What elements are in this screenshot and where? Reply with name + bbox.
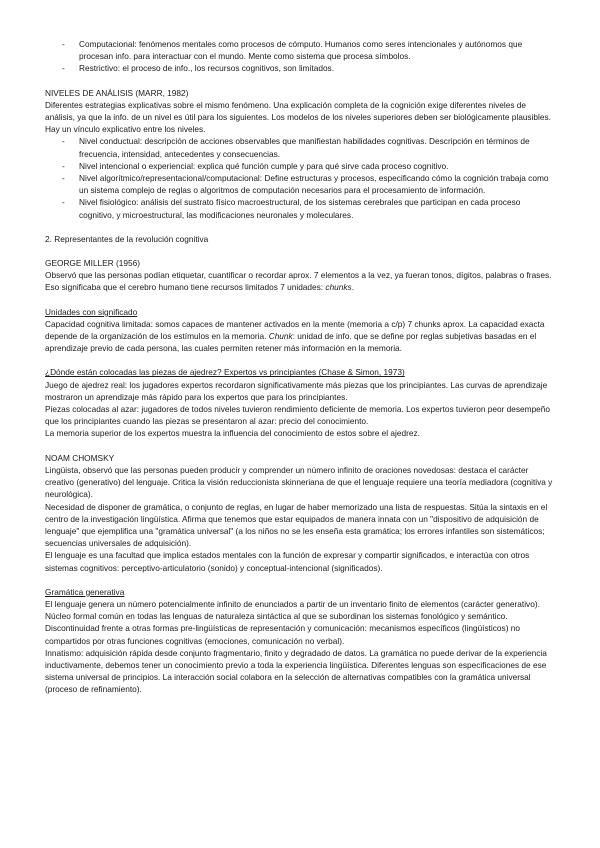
chomsky-heading: NOAM CHOMSKY [45, 452, 115, 463]
niveles-list [45, 135, 554, 220]
list-item: - Computacional: fenómenos mentales como procesos de cómputo. Humanos como seres intencionales y autónomos que procesan info. para interactuar con el mundo. Mente como sistema que procesa símbolos. [45, 38, 554, 62]
gramatica-paragraph-2: Innatismo: adquisición rápida desde conjunto fragmentario, finito y degradado de datos. La gramática no puede derivar de la experiencia inductivamente, debemos tener un conocimiento previo a toda la experiencia lingüística. Diferentes lenguas son especificaciones de ese sistema universal de principios. La interacción social colabora en la selección de alternativas compatibles con la gramática universal (proceso de refinamiento). [45, 647, 547, 695]
chomsky-paragraph-1: Lingüista, observó que las personas pueden producir y comprender un número infinito de oraciones novedosas: destaca el carácter creativo (generativo) del lenguaje. Critica la visión reduccionista skinneriana de que el lenguaje requiere una teoría mediadora (cognitiva y neurológica). [45, 464, 553, 500]
miller-paragraph: Observó que las personas podían etiquetar, cuantificar o recordar aprox. 7 elementos a la vez, ya fueran tonos, dígitos, palabras o frases. Eso significaba que el cerebro humano tiene recursos limitados 7 unidades: chunks. [45, 270, 552, 293]
ajedrez-paragraph-1: Juego de ajedrez real: los jugadores expertos recordaron significativamente más piezas que los principiantes. Las curvas de aprendizaje mostraron un aprendizaje más rápido para los expertos que para los principiantes. [45, 379, 548, 402]
gramatica-heading: Gramática generativa [45, 586, 125, 597]
top-bullet-list [45, 38, 554, 75]
chomsky-paragraph-2: Necesidad de disponer de gramática, o conjunto de reglas, en lugar de haber memorizado una lista de respuestas. Sitúa la sintaxis en el centro de la investigación lingüística. Afirma que tenemos que estar equipados de manera innata con un "dispositivo de adquisición de lenguaje" que ejemplifica una "gramática universal" (a los niños no se les enseña esta gramática; los errores infantiles son sistemáticos; secuencias universales de adquisición). [45, 501, 548, 549]
ajedrez-paragraph-3: La memoria superior de los expertos muestra la influencia del conocimiento de estos sobre el ajedrez. [45, 428, 420, 439]
list-item: - Nivel algorítmico/representacional/computacional: Define estructuras y procesos, especificando cómo la cognición trabaja como un sistema complejo de reglas o algoritmos de computación necesarios para el procesamiento de información. [45, 172, 554, 196]
list-item: - Restrictivo: el proceso de info., los recursos cognitivos, son limitados. [45, 62, 554, 74]
miller-heading: GEORGE MILLER (1956) [45, 258, 140, 269]
chomsky-paragraph-3: El lenguaje es una facultad que implica estados mentales con la función de expresar y compartir significados, e interactúa con otros sistemas cognitivos: perceptivo-articulatorio (sonido) y conceptual-intencional (significados). [45, 550, 530, 573]
unidades-paragraph: Capacidad cognitiva limitada: somos capaces de mantener activados en la mente (memoria a c/p) 7 chunks aprox. La capacidad exacta depende de la organización de los estímulos en la memoria. Chunk: unidad de info. que se define por reglas subjetivas basadas en el aprendizaje previo de cada persona, las cuales permiten retener más información en la memoria. [45, 318, 545, 354]
unidades-heading: Unidades con significado [45, 306, 138, 317]
section-heading: 2. Representantes de la revolución cognitiva [45, 233, 209, 244]
gramatica-paragraph-1: El lenguaje genera un número potencialmente infinito de enunciados a partir de un inventario finito de elementos (carácter generativo). Núcleo formal común en todas las lenguas de naturaleza sintáctica al que se subordinan los sistemas fonológico y semántico. Discontinuidad frente a otras formas pre-lingüísticas de representación y comunicación: mecanismos específicos (lingüísticos) no compartidos por otras funciones cognitivas (emociones, comunicación no verbal). [45, 598, 540, 646]
list-item: - Nivel fisiológico: análisis del sustrato físico macroestructural, de los sistemas cerebrales que participan en cada proceso cognitivo, y microestructural, las modificaciones neuronales y moleculares. [45, 196, 554, 220]
list-item: - Nivel conductual: descripción de acciones observables que manifiestan habilidades cognitivas. Descripción en términos de frecuencia, intensidad, antecedentes y consecuencias. [45, 135, 554, 159]
niveles-heading: NIVELES DE ANÁLISIS (MARR, 1982) [45, 87, 189, 98]
niveles-intro: Diferentes estrategias explicativas sobre el mismo fenómeno. Una explicación completa de la cognición exige diferentes niveles de análisis, ya que la info. de un nivel es útil para los siguientes. Los modelos de los niveles superiores deben ser biológicamente plausibles. Hay un vínculo explicativo entre los niveles. [45, 99, 551, 135]
list-item: - Nivel intencional o experiencial: explica qué función cumple y para qué sirve cada proceso cognitivo. [45, 160, 554, 172]
ajedrez-paragraph-2: Piezas colocadas al azar: jugadores de todos niveles tuvieron rendimiento deficiente de memoria. Los expertos tuvieron peor desempeño que los principiantes cuando las piezas se presentaron al azar: precio del conocimiento. [45, 404, 551, 427]
ajedrez-heading: ¿Dónde están colocadas las piezas de ajedrez? Expertos vs principiantes (Chase & Simon, 1973) [45, 367, 405, 378]
